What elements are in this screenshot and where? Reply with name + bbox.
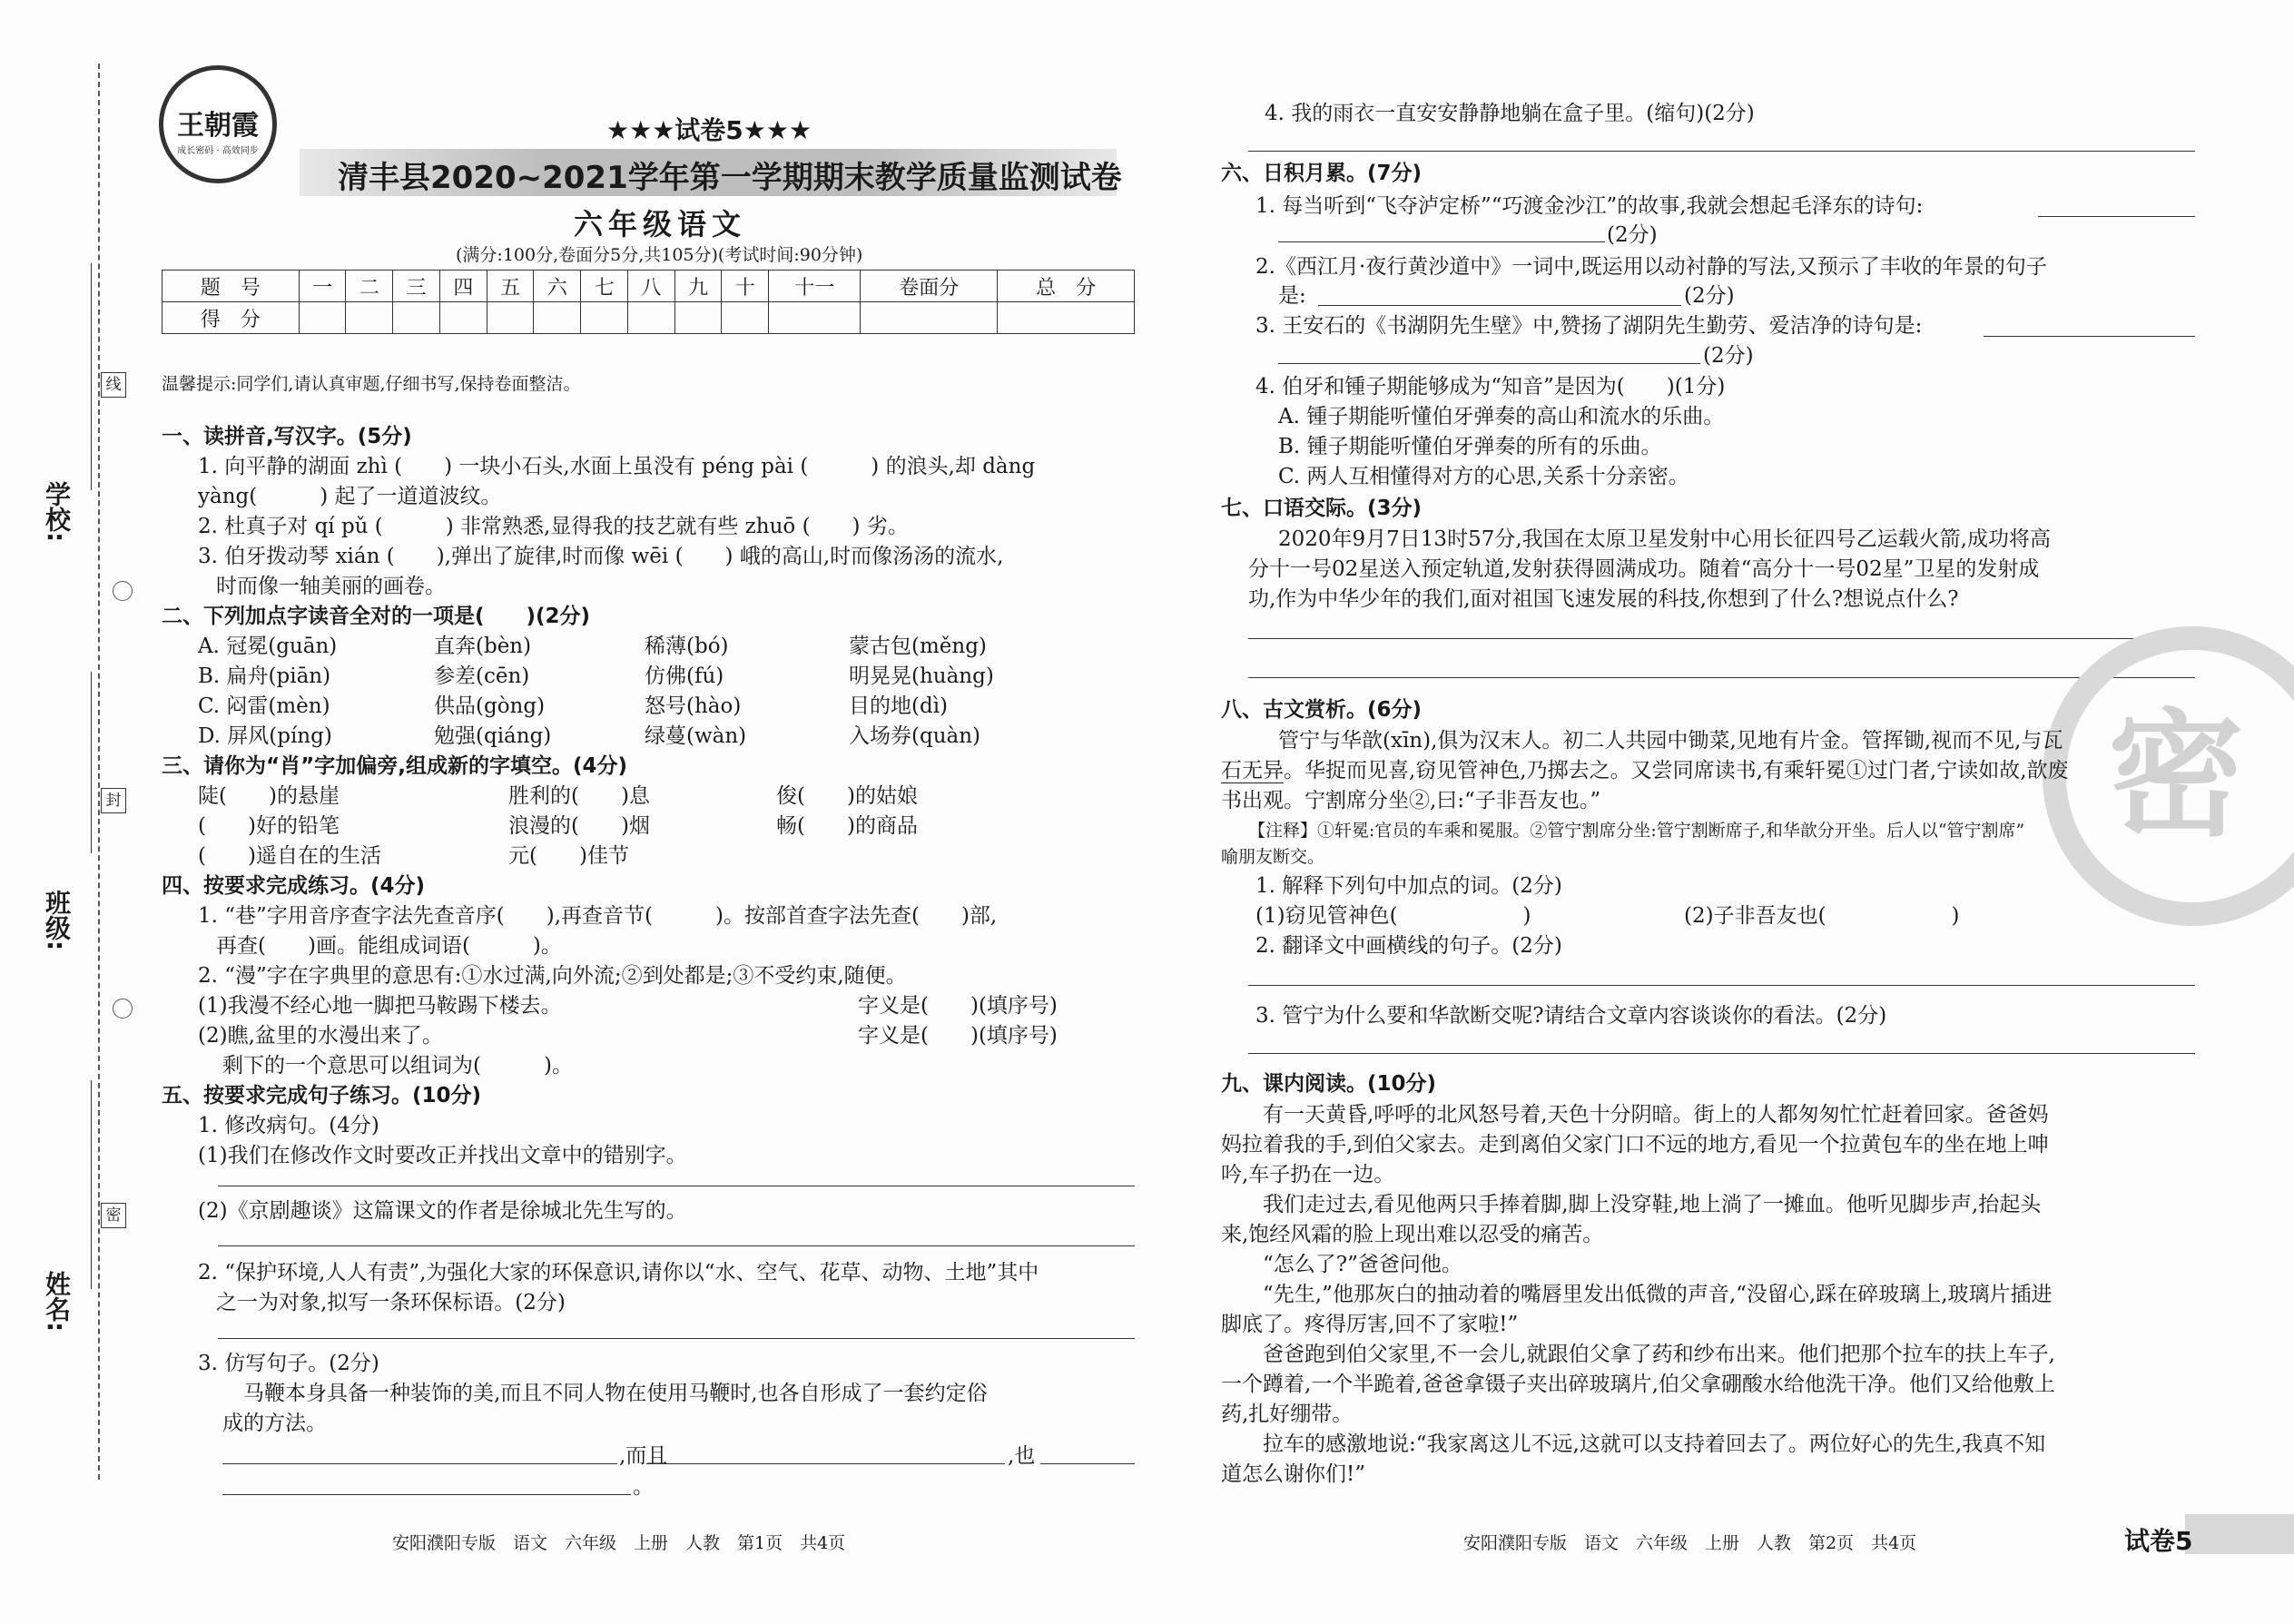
answer-line[interactable] (1248, 677, 2195, 678)
logo-text: 王朝霞 (177, 110, 259, 142)
s4-line: 再查( )画。能组成词语( )。 (216, 934, 562, 958)
score-table-score-row (162, 302, 1135, 334)
score-entry[interactable] (998, 302, 1135, 334)
score-cell: 三 (393, 271, 440, 302)
s2-option: 仿佛(fú) (645, 664, 724, 688)
s5-line: (2)《京剧趣谈》这篇课文的作者是徐城北先生写的。 (198, 1199, 687, 1223)
s2-option: 勉强(qiáng) (434, 724, 552, 748)
s6-option: C. 两人互相懂得对方的心思,关系十分亲密。 (1278, 465, 1689, 488)
s9-paragraph-line: 爸爸跑到伯父家里,不一会儿,就跟伯父拿了药和纱布出来。他们把那个拉车的扶上车子, (1221, 1343, 2055, 1366)
answer-line[interactable] (1248, 151, 2195, 152)
s5-line: 马鞭本身具备一种装饰的美,而且不同人物在使用马鞭时,也各自形成了一套约定俗 (243, 1382, 988, 1405)
s6-line: (2分) (1607, 223, 1658, 247)
answer-line[interactable] (1248, 985, 2195, 986)
score-entry[interactable] (487, 302, 534, 334)
s5-line: 。 (633, 1475, 654, 1499)
s9-paragraph-line: “先生,”他那灰白的抽动着的嘴唇里发出低微的声音,“没留心,踩在碎玻璃上,玻璃片插进 (1221, 1283, 2053, 1306)
footer-tag: 试卷5 (2124, 1526, 2193, 1556)
s2-option: 直奔(bèn) (434, 635, 532, 658)
s2-option: A. 冠冕(guān) (198, 635, 338, 658)
score-cell: 五 (487, 271, 534, 302)
logo-tagline: 成长密码 · 高效同步 (177, 146, 259, 156)
score-entry[interactable] (722, 302, 769, 334)
answer-line[interactable] (218, 1245, 1135, 1246)
s1-line: yàng( ) 起了一道道波纹。 (198, 485, 502, 508)
score-cell: 六 (534, 271, 581, 302)
s2-option: 供品(gòng) (434, 694, 546, 718)
answer-line[interactable] (1318, 305, 1681, 306)
tip-text: 温馨提示:同学们,请认真审题,仔细书写,保持卷面整洁。 (162, 374, 581, 394)
score-entry[interactable] (439, 302, 487, 334)
score-cell: 七 (581, 271, 628, 302)
s6-line: 4. 伯牙和锺子期能够成为“知音”是因为( )(1分) (1255, 375, 1726, 399)
s5-line: 3. 仿写句子。(2分) (198, 1352, 379, 1375)
score-entry[interactable] (299, 302, 346, 334)
school-field-line (91, 263, 92, 490)
s4-line: 2. “漫”字在字典里的意思有:①水过满,向外流;②到处都是;③不受约束,随便。 (198, 964, 907, 988)
s5-line: 成的方法。 (222, 1412, 327, 1435)
score-entry[interactable] (581, 302, 628, 334)
s2-option: 怒号(hào) (645, 694, 742, 718)
s3-item: 陡( )的悬崖 (198, 784, 340, 808)
score-cell: 八 (627, 271, 674, 302)
s8-line: 书出观。宁割席分坐②,曰:“子非吾友也。” (1221, 789, 1601, 812)
score-cell: 九 (674, 271, 722, 302)
s8-question: (2)子非吾友也( ) (1684, 904, 1960, 928)
s5-line: 之一为对象,拟写一条环保标语。(2分) (216, 1291, 566, 1314)
class-label: 班级: (42, 890, 72, 951)
s4-line: (2)瞧,盆里的水漫出来了。 (198, 1024, 443, 1048)
s4-line: 字义是( )(填序号) (858, 1024, 1058, 1048)
score-entry[interactable] (534, 302, 581, 334)
s2-option: 绿蔓(wàn) (645, 724, 747, 748)
section7-title: 七、口语交际。(3分) (1221, 497, 1423, 520)
s2-option: C. 闷雷(mèn) (198, 694, 330, 718)
s9-paragraph-line: 脚底了。疼得厉害,回不了家啦!” (1221, 1313, 1519, 1336)
score-info: (满分:100分,卷面分5分,共105分)(考试时间:90分钟) (456, 245, 863, 265)
score-cell: 卷面分 (861, 271, 998, 302)
s1-line: 时而像一轴美丽的画卷。 (216, 575, 446, 598)
score-entry[interactable] (674, 302, 722, 334)
s5-line: ,也 (1008, 1444, 1036, 1468)
answer-line[interactable] (1248, 1053, 2195, 1054)
answer-line[interactable] (218, 1338, 1135, 1339)
score-entry[interactable] (393, 302, 440, 334)
binding-hole-2 (113, 999, 133, 1019)
score-cell: 总 分 (998, 271, 1135, 302)
s1-line: 3. 伯牙拨动琴 xián ( ),弹出了旋律,时而像 wēi ( ) 峨的高山,时而像汤汤的流水, (198, 545, 1004, 568)
school-label: 学校: (42, 481, 72, 543)
answer-line[interactable] (2038, 216, 2195, 217)
s3-item: 元( )佳节 (508, 844, 629, 868)
s2-option: D. 屏风(píng) (198, 724, 332, 748)
s2-option: 目的地(dì) (849, 694, 949, 718)
name-label: 姓名: (42, 1271, 72, 1333)
score-entry[interactable] (346, 302, 393, 334)
score-cell: 题 号 (162, 271, 300, 302)
s9-paragraph-line: 我们走过去,看见他两只手捧着脚,脚上没穿鞋,地上淌了一摊血。他听见脚步声,抬起头 (1221, 1193, 2042, 1216)
s1-line: 1. 向平静的湖面 zhì ( ) 一块小石头,水面上虽没有 péng pài ( ) 的浪头,却 dàng (198, 455, 1036, 478)
s5-line: 2. “保护环境,人人有责”,为强化大家的环保意识,请你以“水、空气、花草、动物、土地”其中 (198, 1261, 1039, 1284)
footer-right: 安阳濮阳专版 语文 六年级 上册 人教 第2页 共4页 (1463, 1533, 1917, 1553)
score-cell: 十 (722, 271, 769, 302)
s8-note: 【注释】①轩冕:官员的车乘和冕服。②管宁割席分坐:管宁割断席子,和华歆分开坐。后人以“管宁割席” (1248, 821, 2025, 841)
s9-paragraph-line: 有一天黄昏,呼呼的北风怒号着,天色十分阴暗。街上的人都匆匆忙忙赶着回家。爸爸妈 (1221, 1103, 2049, 1127)
binding-mark-secret: 密 (101, 1203, 126, 1228)
subject-title: 六年级语文 (574, 207, 747, 241)
answer-line[interactable] (1040, 1463, 1135, 1464)
s8-note: 喻朋友断交。 (1221, 847, 1325, 867)
section3-title: 三、请你为“肖”字加偏旁,组成新的字填空。(4分) (162, 754, 627, 778)
s6-line: 1. 每当听到“飞夺泸定桥”“巧渡金沙江”的故事,我就会想起毛泽东的诗句: (1255, 194, 1924, 218)
s3-item: 胜利的( )息 (508, 784, 650, 808)
s7-line: 2020年9月7日13时57分,我国在太原卫星发射中心用长征四号乙运载火箭,成功将高 (1278, 527, 2051, 551)
s2-option: 入场券(quàn) (849, 724, 981, 748)
binding-hole-1 (113, 581, 133, 601)
answer-line[interactable] (222, 1463, 617, 1464)
section4-title: 四、按要求完成练习。(4分) (162, 874, 426, 898)
s4-line: 1. “巷”字用音序查字法先查音序( ),再查音节( )。按部首查字法先查( )部, (198, 904, 998, 928)
score-cell: 十一 (769, 271, 861, 302)
score-row-label: 得 分 (162, 302, 300, 334)
s8-underlined-phrase: 石无异 (1221, 759, 1284, 782)
section2-title: 二、下列加点字读音全对的一项是( )(2分) (162, 605, 591, 628)
s1-line: 2. 杜真子对 qí pǔ ( ) 非常熟悉,显得我的技艺就有些 zhuō ( ) 劣。 (198, 515, 909, 538)
score-table-header-row (162, 271, 1135, 302)
section6-title: 六、日积月累。(7分) (1221, 162, 1423, 185)
section8-title: 八、古文赏析。(6分) (1221, 698, 1423, 722)
s8-line: 管宁与华歆(xīn),俱为汉末人。初二人共园中锄菜,见地有片金。管挥锄,视而不见,与瓦 (1278, 729, 2063, 753)
section1-title: 一、读拼音,写汉字。(5分) (162, 425, 412, 448)
brand-logo (159, 65, 277, 183)
s5-line: ,而且 (619, 1444, 668, 1468)
s3-item: 畅( )的商品 (776, 814, 918, 838)
section5-title: 五、按要求完成句子练习。(10分) (162, 1084, 482, 1107)
score-entry[interactable] (627, 302, 674, 334)
s8-question: 1. 解释下列句中加点的词。(2分) (1255, 874, 1562, 898)
s9-paragraph-line: 道怎么谢你们!” (1221, 1462, 1366, 1486)
s2-option: 明晃晃(huàng) (849, 664, 994, 688)
footer-tag-band (2185, 1514, 2294, 1554)
binding-dashed-line (98, 64, 100, 1480)
s6-line: 3. 王安石的《书湖阴先生壁》中,赞扬了湖阴先生勤劳、爱洁净的诗句是: (1255, 314, 1923, 338)
s6-line: 是: (1278, 284, 1306, 308)
answer-line[interactable] (1248, 638, 2195, 639)
score-entry[interactable] (861, 302, 998, 334)
answer-line[interactable] (1984, 336, 2195, 337)
s9-paragraph-line: 一个蹲着,一个半跪着,爸爸拿镊子夹出碎玻璃片,伯父拿硼酸水给他洗干净。他们又给他敷上 (1221, 1373, 2055, 1396)
s9-paragraph-line: 妈拉着我的手,到伯父家去。走到离伯父家门口不远的地方,看见一个拉黄包车的坐在地上呻 (1221, 1133, 2049, 1156)
s3-item: 俊( )的姑娘 (776, 784, 918, 808)
s3-item: ( )好的铅笔 (198, 814, 340, 838)
s8-question: 2. 翻译文中画横线的句子。(2分) (1255, 934, 1562, 958)
section9-title: 九、课内阅读。(10分) (1221, 1072, 1437, 1096)
name-field-line (91, 1080, 92, 1289)
binding-mark-line: 线 (101, 372, 126, 398)
s9-paragraph-line: “怎么了?”爸爸问他。 (1221, 1253, 1462, 1276)
s2-option: 参差(cēn) (434, 664, 530, 688)
answer-line[interactable] (646, 1463, 1005, 1464)
series-label: ★★★试卷5★★★ (606, 115, 812, 145)
score-entry[interactable] (769, 302, 861, 334)
s4-line: (1)我漫不经心地一脚把马鞍踢下楼去。 (198, 994, 562, 1018)
s8-question: (1)窃见管神色( ) (1255, 904, 1531, 928)
watermark-stamp-glyph: 密 (2108, 697, 2245, 855)
s5-line: 1. 修改病句。(4分) (198, 1114, 379, 1137)
s9-paragraph-line: 来,饱经风霜的脸上现出难以忍受的痛苦。 (1221, 1223, 1604, 1246)
answer-line[interactable] (1278, 363, 1700, 364)
binding-mark-seal: 封 (101, 788, 126, 813)
r5-line: 4. 我的雨衣一直安安静静地躺在盒子里。(缩句)(2分) (1265, 102, 1755, 125)
exam-title: 清丰县2020~2021学年第一学期期末教学质量监测试卷 (338, 160, 1122, 196)
s9-paragraph-line: 拉车的感激地说:“我家离这儿不远,这就可以支持着回去了。两位好心的先生,我真不知 (1221, 1432, 2046, 1456)
s3-item: 浪漫的( )烟 (508, 814, 650, 838)
answer-line[interactable] (222, 1494, 631, 1495)
s4-line: 字义是( )(填序号) (858, 994, 1058, 1018)
score-cell: 二 (346, 271, 393, 302)
footer-left: 安阳濮阳专版 语文 六年级 上册 人教 第1页 共4页 (392, 1533, 846, 1553)
s2-option: 稀薄(bó) (645, 635, 729, 658)
s6-option: A. 锺子期能听懂伯牙弹奏的高山和流水的乐曲。 (1278, 405, 1725, 428)
s6-line: 2.《西江月·夜行黄沙道中》一词中,既运用以动衬静的写法,又预示了丰收的年景的句子 (1255, 255, 2047, 279)
s3-item: ( )遥自在的生活 (198, 844, 381, 868)
class-field-line (91, 672, 92, 853)
s2-option: B. 扁舟(piān) (198, 664, 331, 688)
s8-question: 3. 管宁为什么要和华歆断交呢?请结合文章内容谈谈你的看法。(2分) (1255, 1004, 1887, 1028)
s9-paragraph-line: 药,扎好绷带。 (1221, 1403, 1354, 1426)
s7-line: 分十一号02星送入预定轨道,发射获得圆满成功。随着“高分十一号02星”卫星的发射成 (1248, 557, 2040, 581)
s4-line: 剩下的一个意思可以组词为( )。 (222, 1054, 573, 1078)
s8-line-wrap (1221, 758, 2069, 783)
s6-line: (2分) (1703, 344, 1754, 368)
s2-option: 蒙古包(měng) (849, 635, 987, 658)
s5-line: (1)我们在修改作文时要改正并找出文章中的错别字。 (198, 1144, 687, 1167)
s9-paragraph-line: 吟,车子扔在一边。 (1221, 1163, 1395, 1186)
score-table (162, 270, 1135, 334)
s8-line: 。华捉而见喜,窃见管神色,乃掷去之。又尝同席读书,有乘轩冕①过门者,宁读如故,歆废 (1284, 759, 2069, 782)
score-cell: 一 (299, 271, 346, 302)
answer-line[interactable] (1278, 241, 1605, 242)
s6-option: B. 锺子期能听懂伯牙弹奏的所有的乐曲。 (1278, 435, 1662, 458)
s6-line: (2分) (1684, 284, 1735, 308)
s7-line: 功,作为中华少年的我们,面对祖国飞速发展的科技,你想到了什么?想说点什么? (1248, 587, 1959, 611)
score-cell: 四 (439, 271, 487, 302)
